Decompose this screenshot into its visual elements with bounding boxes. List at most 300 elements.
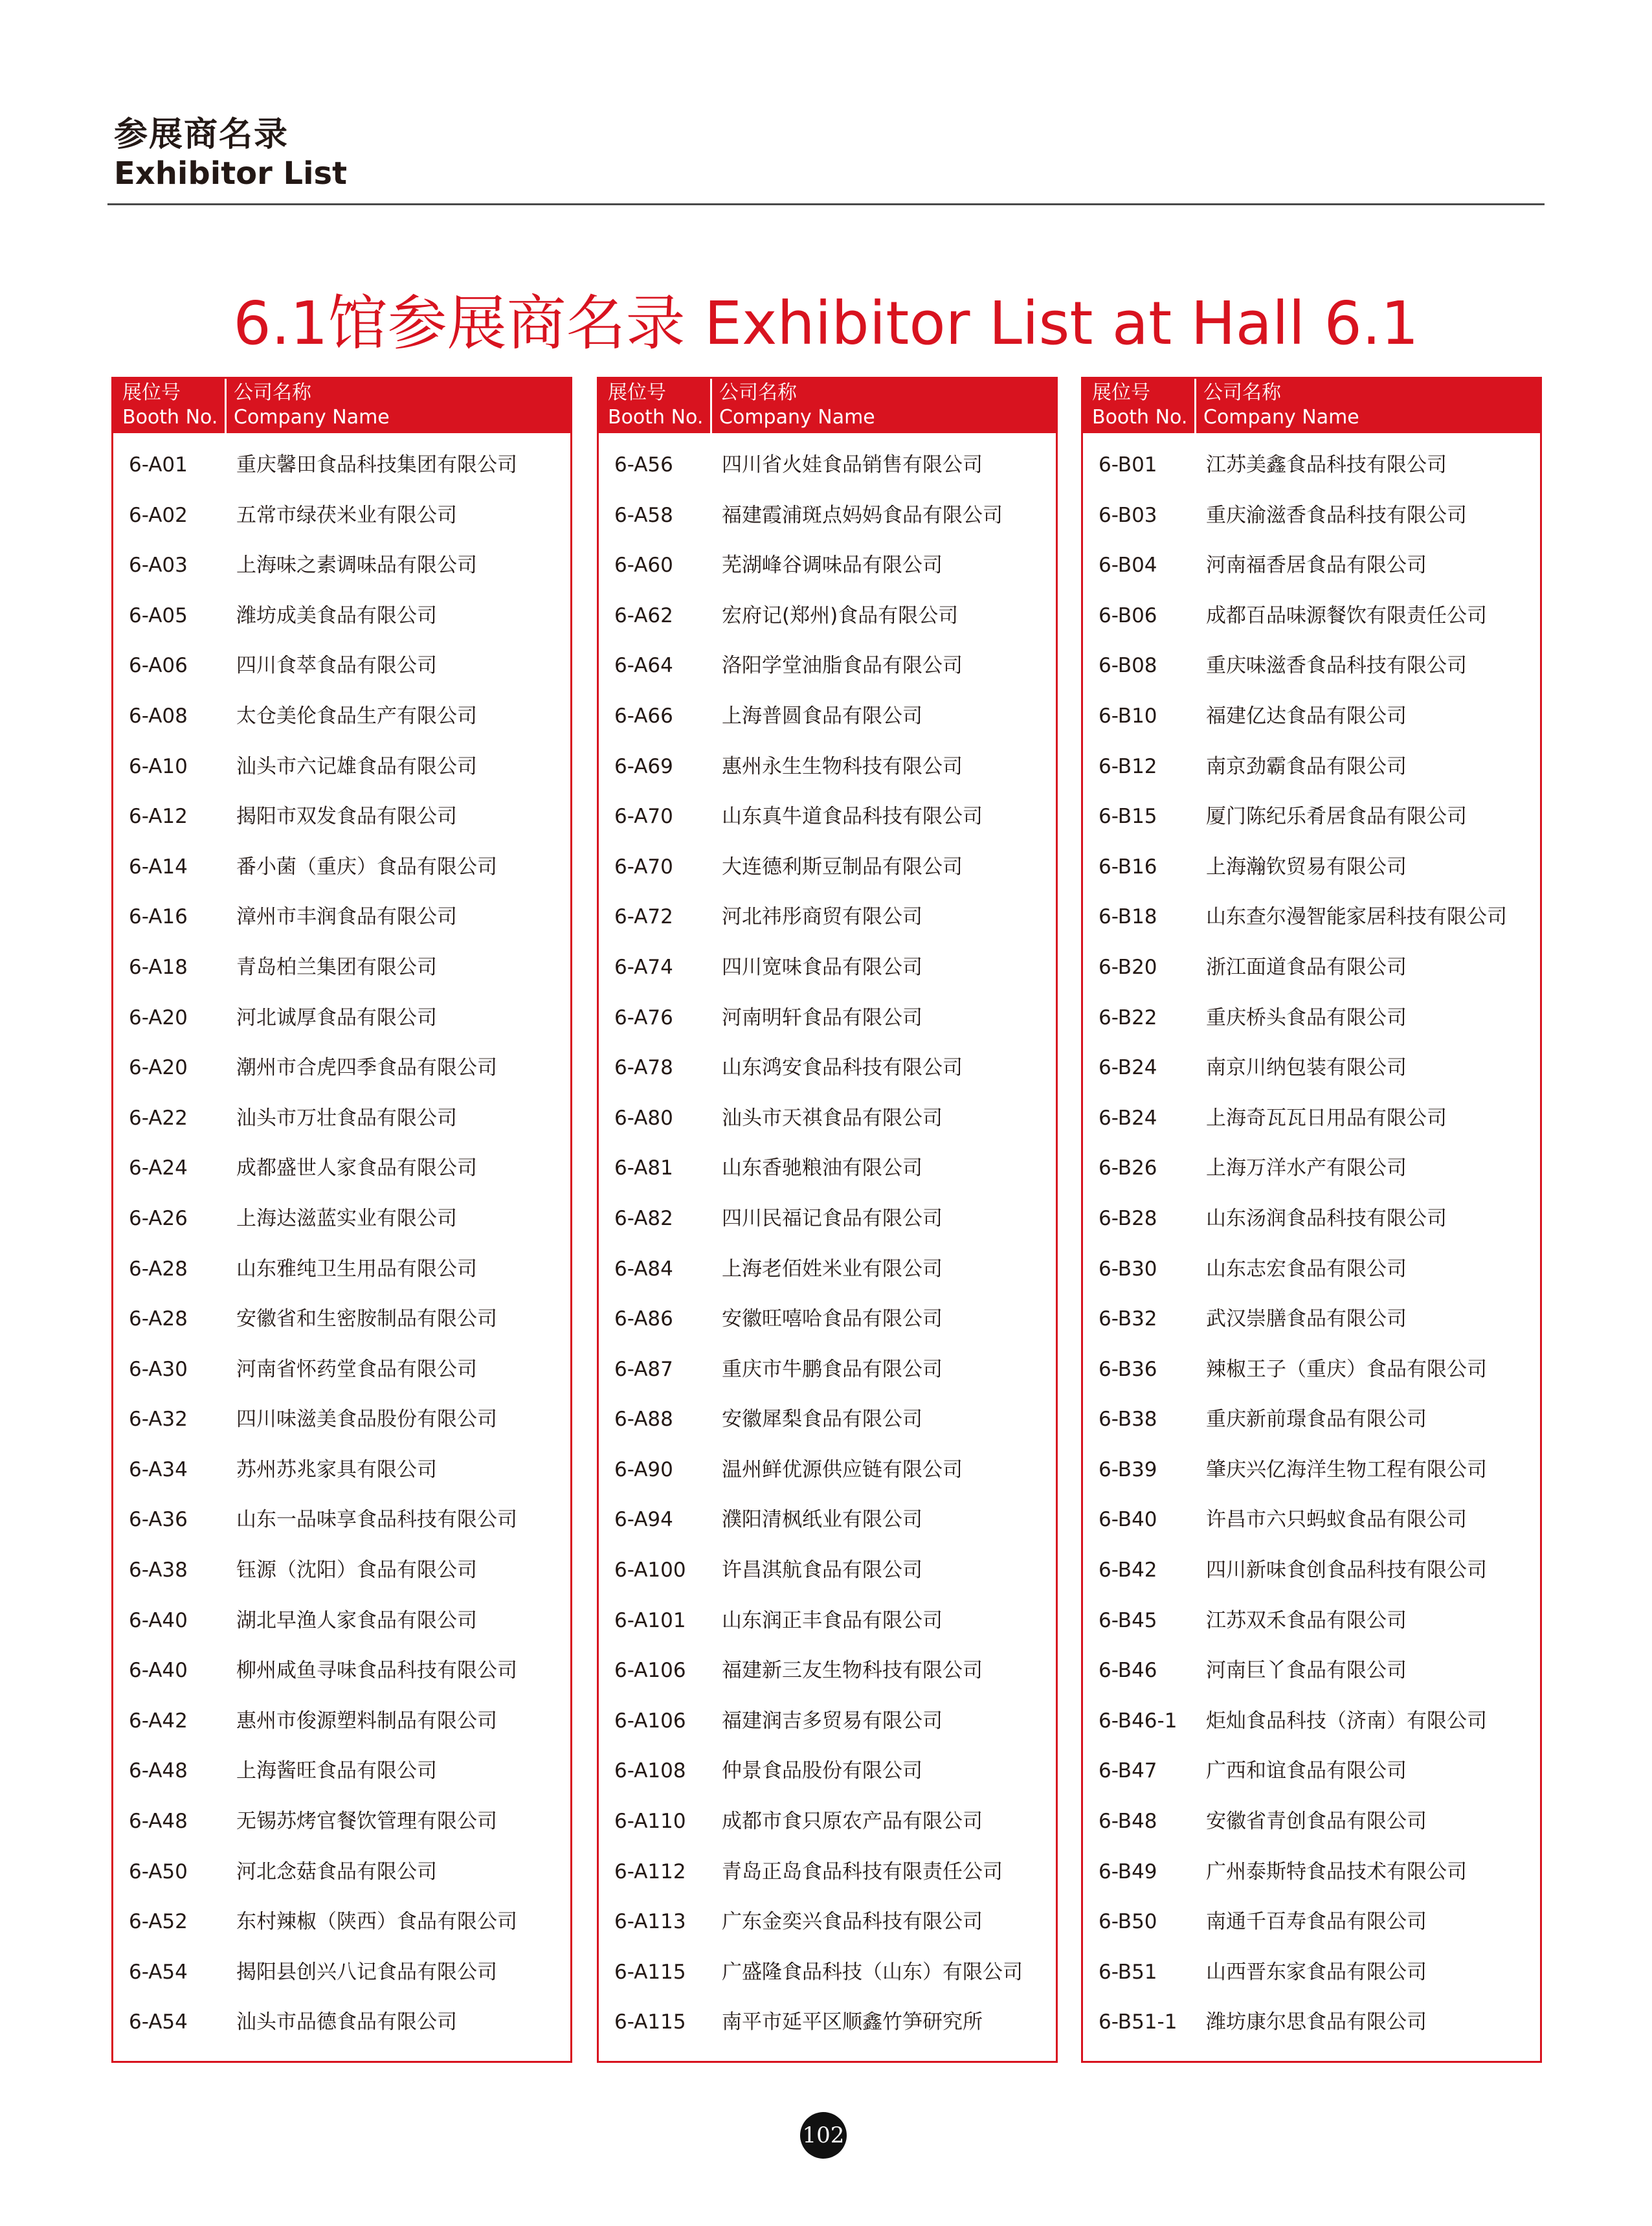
- booth-number: 6-A20: [129, 1006, 188, 1029]
- table-row: [1083, 1303, 1540, 1353]
- header-company-cn: 公司名称: [1203, 381, 1281, 404]
- company-name: 四川宽味食品有限公司: [722, 955, 922, 979]
- table-row: [113, 649, 570, 700]
- booth-number: 6-A10: [129, 754, 188, 778]
- table-row: [599, 1051, 1056, 1102]
- table-row: [1083, 1403, 1540, 1454]
- table-row: [1083, 1503, 1540, 1554]
- company-name: 南京川纳包装有限公司: [1206, 1056, 1407, 1080]
- booth-number: 6-A84: [614, 1257, 673, 1281]
- table-row: [113, 1554, 570, 1604]
- table-row: [599, 700, 1056, 750]
- company-name: 成都市食只原农产品有限公司: [722, 1810, 983, 1834]
- table-row: [113, 1654, 570, 1705]
- booth-number: 6-A50: [129, 1860, 188, 1883]
- booth-number: 6-A86: [614, 1307, 673, 1331]
- table-row: [599, 600, 1056, 650]
- booth-number: 6-A82: [614, 1206, 673, 1230]
- booth-number: 6-A03: [129, 554, 188, 578]
- table-row: [1083, 1152, 1540, 1202]
- company-name: 广东金奕兴食品科技有限公司: [722, 1910, 983, 1934]
- table-row: [599, 1503, 1056, 1554]
- header-company-cn: 公司名称: [719, 381, 797, 404]
- header-separator: [710, 379, 712, 433]
- booth-number: 6-A02: [129, 503, 188, 527]
- company-name: 汕头市六记雄食品有限公司: [236, 754, 477, 778]
- booth-number: 6-A66: [614, 704, 673, 728]
- booth-number: 6-B49: [1099, 1860, 1157, 1883]
- table-row: [599, 449, 1056, 499]
- table-row: [599, 1253, 1056, 1303]
- booth-number: 6-B10: [1099, 704, 1157, 728]
- booth-number: 6-A69: [614, 754, 673, 778]
- table-row: [599, 750, 1056, 801]
- table-row: [599, 1705, 1056, 1755]
- company-name: 青岛柏兰集团有限公司: [236, 955, 437, 979]
- company-name: 柳州咸鱼寻味食品科技有限公司: [236, 1659, 517, 1683]
- table-row: [1083, 1102, 1540, 1152]
- table-row: [1083, 1856, 1540, 1906]
- table-row: [1083, 1353, 1540, 1404]
- table-row: [113, 1755, 570, 1805]
- company-name: 上海达滋蓝实业有限公司: [236, 1206, 457, 1230]
- booth-number: 6-A70: [614, 805, 673, 829]
- booth-number: 6-A28: [129, 1307, 188, 1331]
- table-row: [599, 1353, 1056, 1404]
- booth-number: 6-B12: [1099, 754, 1157, 778]
- company-name: 安徽省和生密胺制品有限公司: [236, 1307, 497, 1331]
- header-booth-cn: 展位号: [608, 381, 666, 404]
- company-name: 宏府记(郑州)食品有限公司: [722, 603, 959, 627]
- table-row: [599, 1152, 1056, 1202]
- company-name: 福建亿达食品有限公司: [1206, 704, 1407, 728]
- booth-number: 6-A06: [129, 654, 188, 678]
- company-name: 浙江面道食品有限公司: [1206, 955, 1407, 979]
- booth-number: 6-A74: [614, 955, 673, 979]
- booth-number: 6-A110: [614, 1810, 686, 1834]
- exhibitor-table-3: [1081, 377, 1542, 2063]
- table-row: [1083, 1755, 1540, 1805]
- booth-number: 6-B50: [1099, 1910, 1157, 1934]
- company-name: 上海瀚钦贸易有限公司: [1206, 855, 1407, 879]
- booth-number: 6-A48: [129, 1759, 188, 1783]
- table-row: [599, 2006, 1056, 2056]
- table-row: [599, 1102, 1056, 1152]
- booth-number: 6-A112: [614, 1860, 686, 1883]
- booth-number: 6-A54: [129, 2010, 188, 2034]
- booth-number: 6-A80: [614, 1106, 673, 1130]
- company-name: 肇庆兴亿海洋生物工程有限公司: [1206, 1457, 1487, 1481]
- table-row: [599, 901, 1056, 951]
- company-name: 四川民福记食品有限公司: [722, 1206, 943, 1230]
- booth-number: 6-A100: [614, 1558, 686, 1582]
- company-name: 安徽犀梨食品有限公司: [722, 1408, 922, 1432]
- table-row: [599, 1856, 1056, 1906]
- booth-number: 6-A14: [129, 855, 188, 879]
- booth-number: 6-A18: [129, 955, 188, 979]
- table-row: [113, 1202, 570, 1253]
- table-header: [1083, 379, 1540, 433]
- booth-number: 6-A01: [129, 453, 188, 477]
- booth-number: 6-A54: [129, 1960, 188, 1984]
- table-row: [113, 1102, 570, 1152]
- company-name: 惠州市俊源塑料制品有限公司: [236, 1709, 497, 1733]
- booth-number: 6-A115: [614, 1960, 686, 1984]
- booth-number: 6-B01: [1099, 453, 1157, 477]
- table-row: [1083, 700, 1540, 750]
- booth-number: 6-A90: [614, 1457, 673, 1481]
- table-row: [1083, 1906, 1540, 1956]
- booth-number: 6-A115: [614, 2010, 686, 2034]
- exhibitor-table-1: [111, 377, 572, 2063]
- company-name: 南平市延平区顺鑫竹笋研究所: [722, 2010, 983, 2034]
- header-separator: [1194, 379, 1196, 433]
- table-row: [1083, 1002, 1540, 1052]
- booth-number: 6-A30: [129, 1357, 188, 1381]
- table-row: [113, 1906, 570, 1956]
- booth-number: 6-A40: [129, 1659, 188, 1683]
- table-row: [113, 600, 570, 650]
- table-row: [113, 1705, 570, 1755]
- header-company-en: Company Name: [719, 406, 875, 429]
- booth-number: 6-A52: [129, 1910, 188, 1934]
- table-row: [113, 1253, 570, 1303]
- booth-number: 6-A36: [129, 1508, 188, 1532]
- company-name: 武汉崇膳食品有限公司: [1206, 1307, 1407, 1331]
- page-number: 102: [800, 2112, 847, 2159]
- table-row: [1083, 499, 1540, 550]
- company-name: 河南福香居食品有限公司: [1206, 554, 1427, 578]
- booth-number: 6-A26: [129, 1206, 188, 1230]
- company-name: 潮州市合虎四季食品有限公司: [236, 1056, 497, 1080]
- table-row: [113, 1503, 570, 1554]
- booth-number: 6-B15: [1099, 805, 1157, 829]
- booth-number: 6-A87: [614, 1357, 673, 1381]
- booth-number: 6-A32: [129, 1408, 188, 1432]
- company-name: 汕头市天祺食品有限公司: [722, 1106, 943, 1130]
- booth-number: 6-B51: [1099, 1960, 1157, 1984]
- section-title-cn: 参展商名录: [114, 115, 289, 154]
- company-name: 上海老佰姓米业有限公司: [722, 1257, 943, 1281]
- booth-number: 6-A88: [614, 1408, 673, 1432]
- company-name: 大连德利斯豆制品有限公司: [722, 855, 963, 879]
- table-row: [113, 1051, 570, 1102]
- company-name: 青岛正岛食品科技有限责任公司: [722, 1860, 1003, 1883]
- table-row: [113, 1403, 570, 1454]
- table-row: [113, 700, 570, 750]
- company-name: 山东润正丰食品有限公司: [722, 1608, 943, 1632]
- booth-number: 6-A40: [129, 1608, 188, 1632]
- table-row: [599, 1654, 1056, 1705]
- booth-number: 6-B24: [1099, 1106, 1157, 1130]
- company-name: 山东真牛道食品科技有限公司: [722, 805, 983, 829]
- booth-number: 6-A106: [614, 1709, 686, 1733]
- table-row: [113, 449, 570, 499]
- table-row: [113, 1303, 570, 1353]
- header-booth-en: Booth No.: [122, 406, 218, 429]
- company-name: 山东志宏食品有限公司: [1206, 1257, 1407, 1281]
- company-name: 温州鲜优源供应链有限公司: [722, 1457, 963, 1481]
- company-name: 重庆味滋香食品科技有限公司: [1206, 654, 1467, 678]
- header-booth-cn: 展位号: [1092, 381, 1150, 404]
- booth-number: 6-A12: [129, 805, 188, 829]
- company-name: 江苏美鑫食品科技有限公司: [1206, 453, 1447, 477]
- table-row: [1083, 1604, 1540, 1655]
- exhibitor-table-2: [597, 377, 1058, 2063]
- booth-number: 6-B36: [1099, 1357, 1157, 1381]
- company-name: 成都百品味源餐饮有限责任公司: [1206, 603, 1487, 627]
- company-name: 漳州市丰润食品有限公司: [236, 905, 457, 929]
- booth-number: 6-B24: [1099, 1056, 1157, 1080]
- company-name: 许昌市六只蚂蚁食品有限公司: [1206, 1508, 1467, 1532]
- company-name: 上海酱旺食品有限公司: [236, 1759, 437, 1783]
- company-name: 揭阳市双发食品有限公司: [236, 805, 457, 829]
- table-row: [599, 1906, 1056, 1956]
- table-header: [599, 379, 1056, 433]
- company-name: 上海味之素调味品有限公司: [236, 554, 477, 578]
- company-name: 芜湖峰谷调味品有限公司: [722, 554, 943, 578]
- company-name: 钰源（沈阳）食品有限公司: [236, 1558, 477, 1582]
- company-name: 汕头市品德食品有限公司: [236, 2010, 457, 2034]
- table-header: [113, 379, 570, 433]
- table-row: [1083, 750, 1540, 801]
- booth-number: 6-A72: [614, 905, 673, 929]
- table-row: [1083, 851, 1540, 901]
- header-company-en: Company Name: [234, 406, 390, 429]
- table-body: [1083, 449, 1540, 2056]
- company-name: 四川味滋美食品股份有限公司: [236, 1408, 497, 1432]
- table-row: [1083, 1554, 1540, 1604]
- header-divider: [107, 203, 1545, 205]
- table-row: [113, 1454, 570, 1504]
- table-row: [113, 901, 570, 951]
- table-row: [1083, 1956, 1540, 2007]
- booth-number: 6-B38: [1099, 1408, 1157, 1432]
- company-name: 苏州苏兆家具有限公司: [236, 1457, 437, 1481]
- table-body: [599, 449, 1056, 2056]
- company-name: 汕头市万壮食品有限公司: [236, 1106, 457, 1130]
- booth-number: 6-B04: [1099, 554, 1157, 578]
- booth-number: 6-A42: [129, 1709, 188, 1733]
- company-name: 太仓美伦食品生产有限公司: [236, 704, 477, 728]
- company-name: 河北祎彤商贸有限公司: [722, 905, 922, 929]
- table-row: [1083, 901, 1540, 951]
- company-name: 炬灿食品科技（济南）有限公司: [1206, 1709, 1487, 1733]
- booth-number: 6-A58: [614, 503, 673, 527]
- booth-number: 6-A70: [614, 855, 673, 879]
- company-name: 上海万洋水产有限公司: [1206, 1156, 1407, 1180]
- booth-number: 6-B26: [1099, 1156, 1157, 1180]
- company-name: 厦门陈纪乐肴居食品有限公司: [1206, 805, 1467, 829]
- company-name: 河南省怀药堂食品有限公司: [236, 1357, 477, 1381]
- booth-number: 6-A64: [614, 654, 673, 678]
- company-name: 辣椒王子（重庆）食品有限公司: [1206, 1357, 1487, 1381]
- table-row: [113, 499, 570, 550]
- company-name: 潍坊成美食品有限公司: [236, 603, 437, 627]
- booth-number: 6-B06: [1099, 603, 1157, 627]
- company-name: 山东鸿安食品科技有限公司: [722, 1056, 963, 1080]
- booth-number: 6-A113: [614, 1910, 686, 1934]
- company-name: 山东雅纯卫生用品有限公司: [236, 1257, 477, 1281]
- table-row: [599, 1755, 1056, 1805]
- booth-number: 6-B03: [1099, 503, 1157, 527]
- company-name: 重庆馨田食品科技集团有限公司: [236, 453, 517, 477]
- table-row: [113, 2006, 570, 2056]
- company-name: 无锡苏烤官餐饮管理有限公司: [236, 1810, 497, 1834]
- booth-number: 6-A106: [614, 1659, 686, 1683]
- booth-number: 6-A38: [129, 1558, 188, 1582]
- booth-number: 6-A08: [129, 704, 188, 728]
- table-row: [113, 1152, 570, 1202]
- booth-number: 6-A05: [129, 603, 188, 627]
- booth-number: 6-A34: [129, 1457, 188, 1481]
- booth-number: 6-B30: [1099, 1257, 1157, 1281]
- company-name: 四川食萃食品有限公司: [236, 654, 437, 678]
- booth-number: 6-A108: [614, 1759, 686, 1783]
- table-row: [599, 1454, 1056, 1504]
- company-name: 四川省火娃食品销售有限公司: [722, 453, 983, 477]
- table-row: [1083, 1253, 1540, 1303]
- table-row: [1083, 449, 1540, 499]
- header-separator: [225, 379, 227, 433]
- table-row: [1083, 800, 1540, 851]
- table-row: [1083, 1805, 1540, 1856]
- table-row: [1083, 600, 1540, 650]
- company-name: 惠州永生生物科技有限公司: [722, 754, 963, 778]
- section-title-en: Exhibitor List: [114, 155, 348, 192]
- company-name: 山东查尔漫智能家居科技有限公司: [1206, 905, 1507, 929]
- company-name: 上海奇瓦瓦日用品有限公司: [1206, 1106, 1447, 1130]
- company-name: 河南巨丫食品有限公司: [1206, 1659, 1407, 1683]
- booth-number: 6-A76: [614, 1006, 673, 1029]
- company-name: 东村辣椒（陕西）食品有限公司: [236, 1910, 517, 1934]
- table-row: [599, 1303, 1056, 1353]
- header-booth-cn: 展位号: [122, 381, 181, 404]
- booth-number: 6-A94: [614, 1508, 673, 1532]
- company-name: 山东香驰粮油有限公司: [722, 1156, 922, 1180]
- booth-number: 6-B48: [1099, 1810, 1157, 1834]
- table-row: [1083, 1654, 1540, 1705]
- company-name: 番小菌（重庆）食品有限公司: [236, 855, 497, 879]
- company-name: 重庆桥头食品有限公司: [1206, 1006, 1407, 1029]
- company-name: 河北诚厚食品有限公司: [236, 1006, 437, 1029]
- booth-number: 6-B28: [1099, 1206, 1157, 1230]
- table-row: [1083, 1454, 1540, 1504]
- table-row: [599, 649, 1056, 700]
- booth-number: 6-B18: [1099, 905, 1157, 929]
- table-row: [1083, 951, 1540, 1002]
- company-name: 安徽省青创食品有限公司: [1206, 1810, 1427, 1834]
- table-row: [599, 951, 1056, 1002]
- booth-number: 6-B47: [1099, 1759, 1157, 1783]
- company-name: 福建新三友生物科技有限公司: [722, 1659, 983, 1683]
- booth-number: 6-A20: [129, 1056, 188, 1080]
- booth-number: 6-A22: [129, 1106, 188, 1130]
- company-name: 河南明轩食品有限公司: [722, 1006, 922, 1029]
- company-name: 河北念菇食品有限公司: [236, 1860, 437, 1883]
- table-row: [599, 1805, 1056, 1856]
- company-name: 重庆市牛鹏食品有限公司: [722, 1357, 943, 1381]
- company-name: 广州泰斯特食品技术有限公司: [1206, 1860, 1467, 1883]
- table-row: [599, 1604, 1056, 1655]
- company-name: 潍坊康尔思食品有限公司: [1206, 2010, 1427, 2034]
- company-name: 山东一品味享食品科技有限公司: [236, 1508, 517, 1532]
- company-name: 南通千百寿食品有限公司: [1206, 1910, 1427, 1934]
- company-name: 福建霞浦斑点妈妈食品有限公司: [722, 503, 1003, 527]
- table-row: [1083, 649, 1540, 700]
- table-row: [1083, 549, 1540, 600]
- table-row: [599, 499, 1056, 550]
- table-row: [599, 1002, 1056, 1052]
- company-name: 南京劲霸食品有限公司: [1206, 754, 1407, 778]
- company-name: 重庆渝滋香食品科技有限公司: [1206, 503, 1467, 527]
- table-row: [599, 1202, 1056, 1253]
- company-name: 揭阳县创兴八记食品有限公司: [236, 1960, 497, 1984]
- header-booth-en: Booth No.: [1092, 406, 1188, 429]
- table-row: [599, 1554, 1056, 1604]
- table-row: [1083, 1705, 1540, 1755]
- booth-number: 6-A81: [614, 1156, 673, 1180]
- table-row: [113, 1856, 570, 1906]
- company-name: 广盛隆食品科技（山东）有限公司: [722, 1960, 1023, 1984]
- booth-number: 6-B22: [1099, 1006, 1157, 1029]
- booth-number: 6-B08: [1099, 654, 1157, 678]
- table-row: [113, 1956, 570, 2007]
- table-row: [113, 750, 570, 801]
- table-row: [599, 1956, 1056, 2007]
- company-name: 成都盛世人家食品有限公司: [236, 1156, 477, 1180]
- table-row: [599, 851, 1056, 901]
- booth-number: 6-A62: [614, 603, 673, 627]
- booth-number: 6-B46: [1099, 1659, 1157, 1683]
- table-row: [599, 549, 1056, 600]
- booth-number: 6-A78: [614, 1056, 673, 1080]
- booth-number: 6-B46-1: [1099, 1709, 1178, 1733]
- company-name: 江苏双禾食品有限公司: [1206, 1608, 1407, 1632]
- header-booth-en: Booth No.: [608, 406, 704, 429]
- table-row: [1083, 1202, 1540, 1253]
- company-name: 上海普圆食品有限公司: [722, 704, 922, 728]
- page-title: 6.1馆参展商名录 Exhibitor List at Hall 6.1: [233, 289, 1419, 358]
- booth-number: 6-B20: [1099, 955, 1157, 979]
- company-name: 许昌淇航食品有限公司: [722, 1558, 922, 1582]
- table-row: [1083, 2006, 1540, 2056]
- booth-number: 6-B32: [1099, 1307, 1157, 1331]
- table-body: [113, 449, 570, 2056]
- booth-number: 6-A60: [614, 554, 673, 578]
- booth-number: 6-B40: [1099, 1508, 1157, 1532]
- company-name: 湖北早渔人家食品有限公司: [236, 1608, 477, 1632]
- booth-number: 6-A48: [129, 1810, 188, 1834]
- booth-number: 6-B51-1: [1099, 2010, 1178, 2034]
- company-name: 广西和谊食品有限公司: [1206, 1759, 1407, 1783]
- table-row: [113, 800, 570, 851]
- company-name: 福建润吉多贸易有限公司: [722, 1709, 943, 1733]
- table-row: [113, 1805, 570, 1856]
- table-row: [599, 1403, 1056, 1454]
- booth-number: 6-B39: [1099, 1457, 1157, 1481]
- company-name: 重庆新前璟食品有限公司: [1206, 1408, 1427, 1432]
- booth-number: 6-A56: [614, 453, 673, 477]
- booth-number: 6-B45: [1099, 1608, 1157, 1632]
- booth-number: 6-A16: [129, 905, 188, 929]
- table-row: [1083, 1051, 1540, 1102]
- table-row: [113, 1002, 570, 1052]
- header-company-en: Company Name: [1203, 406, 1359, 429]
- company-name: 四川新味食创食品科技有限公司: [1206, 1558, 1487, 1582]
- table-row: [113, 1353, 570, 1404]
- table-row: [599, 800, 1056, 851]
